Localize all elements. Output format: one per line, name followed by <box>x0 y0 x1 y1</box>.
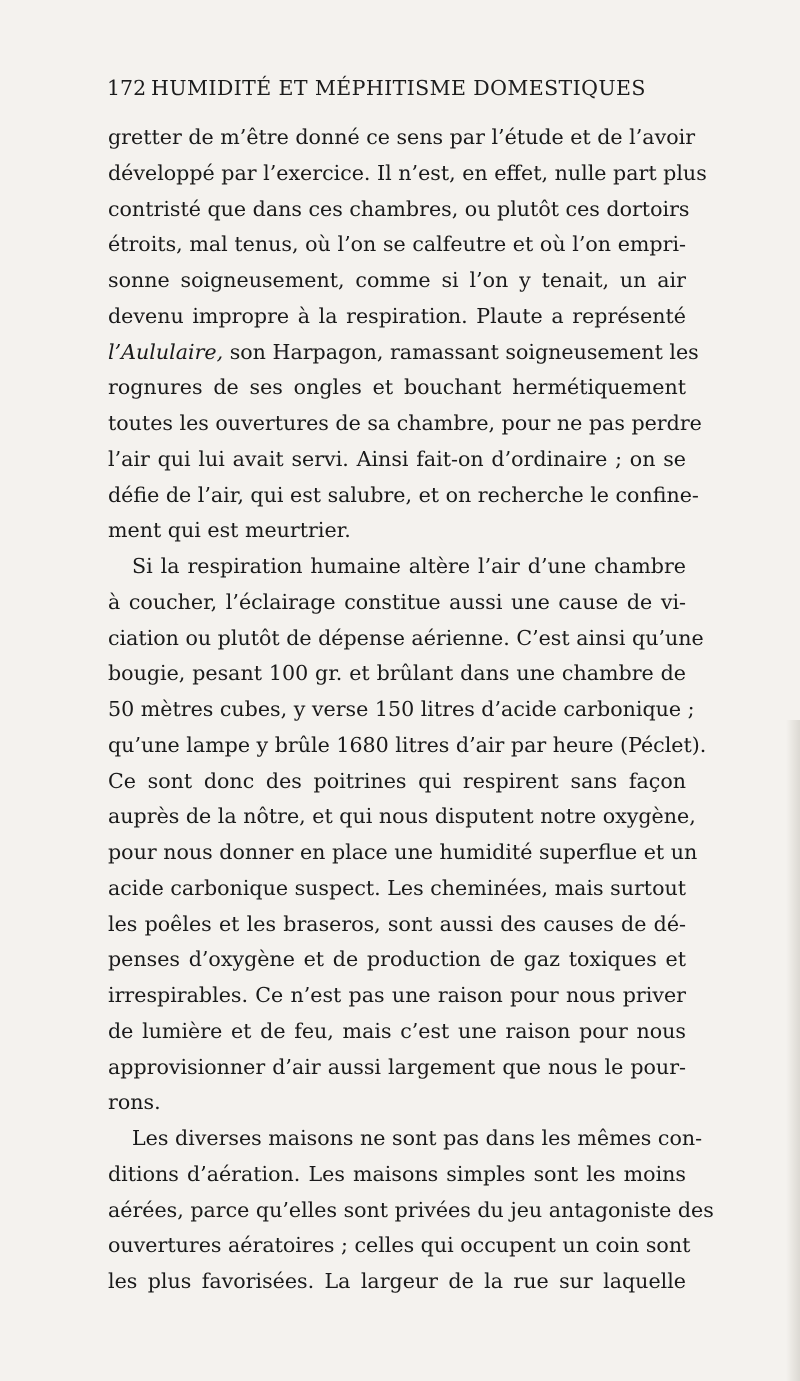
text-line: penses d’oxygène et de production de gaz toxiques et <box>108 947 686 972</box>
text-line: irrespirables. Ce n’est pas une raison pour nous priver <box>108 983 686 1007</box>
running-title: HUMIDITÉ ET MÉPHITISME DOMESTIQUES <box>151 76 646 100</box>
text-line: ciation ou plutôt de dépense aérienne. C’est ainsi qu’une <box>108 625 704 650</box>
text-line: Ce sont donc des poitrines qui respirent sans façon <box>108 768 686 793</box>
text-line: pour nous donner en place une humidité superflue et un <box>108 840 698 864</box>
text-line: aérées, parce qu’elles sont privées du jeu antagoniste des <box>108 1197 714 1222</box>
text-line: toutes les ouvertures de sa chambre, pour ne pas perdre <box>108 411 702 435</box>
text-line: Si la respiration humaine altère l’air d’une chambre <box>132 554 686 578</box>
text-line: étroits, mal tenus, où l’on se calfeutre et où l’on empri- <box>108 232 686 257</box>
text-line: de lumière et de feu, mais c’est une raison pour nous <box>108 1018 686 1043</box>
text-line: approvisionner d’air aussi largement que nous le pour- <box>108 1054 686 1079</box>
text-line: les plus favorisées. La largeur de la rue sur laquelle <box>108 1269 686 1293</box>
text-line: sonne soigneusement, comme si l’on y tenait, un air <box>108 268 686 292</box>
text-line: Les diverses maisons ne sont pas dans les mêmes con- <box>132 1126 703 1150</box>
text-line: bougie, pesant 100 gr. et brûlant dans une chambre de <box>108 661 686 686</box>
text-line: contristé que dans ces chambres, ou plutôt ces dortoirs <box>108 196 690 221</box>
text-line: acide carbonique suspect. Les cheminées, mais surtout <box>108 875 687 900</box>
running-head <box>107 76 683 110</box>
text-line: ditions d’aération. Les maisons simples sont les moins <box>108 1161 686 1186</box>
text-line: 50 mètres cubes, y verse 150 litres d’acide carbonique ; <box>108 697 695 721</box>
page-edge-shadow <box>786 720 800 1381</box>
text-line: devenu impropre à la respiration. Plaute a représenté <box>108 303 686 328</box>
page-number: 172 <box>107 76 147 100</box>
text-line: auprès de la nôtre, et qui nous disputent notre oxygène, <box>108 804 696 829</box>
text-line: les poêles et les braseros, sont aussi des causes de dé- <box>108 911 686 936</box>
text-line-rest: son Harpagon, ramassant soigneusement les <box>229 339 699 364</box>
text-line: rons. <box>108 1090 161 1115</box>
italic-title: l’Aululaire, <box>108 339 224 364</box>
text-line: l’air qui lui avait servi. Ainsi fait-on d’ordinaire ; on se <box>108 446 686 471</box>
text-line: développé par l’exercice. Il n’est, en effet, nulle part plus <box>108 160 707 185</box>
text-line: ouvertures aératoires ; celles qui occupent un coin sont <box>108 1233 691 1258</box>
text-line: qu’une lampe y brûle 1680 litres d’air par heure (Péclet). <box>108 732 707 757</box>
body-text <box>108 120 714 1300</box>
text-line: défie de l’air, qui est salubre, et on recherche le confine- <box>108 482 699 507</box>
text-line: à coucher, l’éclairage constitue aussi une cause de vi- <box>108 589 686 614</box>
text-line: gretter de m’être donné ce sens par l’étude et de l’avoir <box>108 125 696 149</box>
text-line: ment qui est meurtrier. <box>108 518 351 543</box>
text-line: rognures de ses ongles et bouchant hermétiquement <box>108 375 686 400</box>
text-line-with-italic <box>108 335 699 371</box>
